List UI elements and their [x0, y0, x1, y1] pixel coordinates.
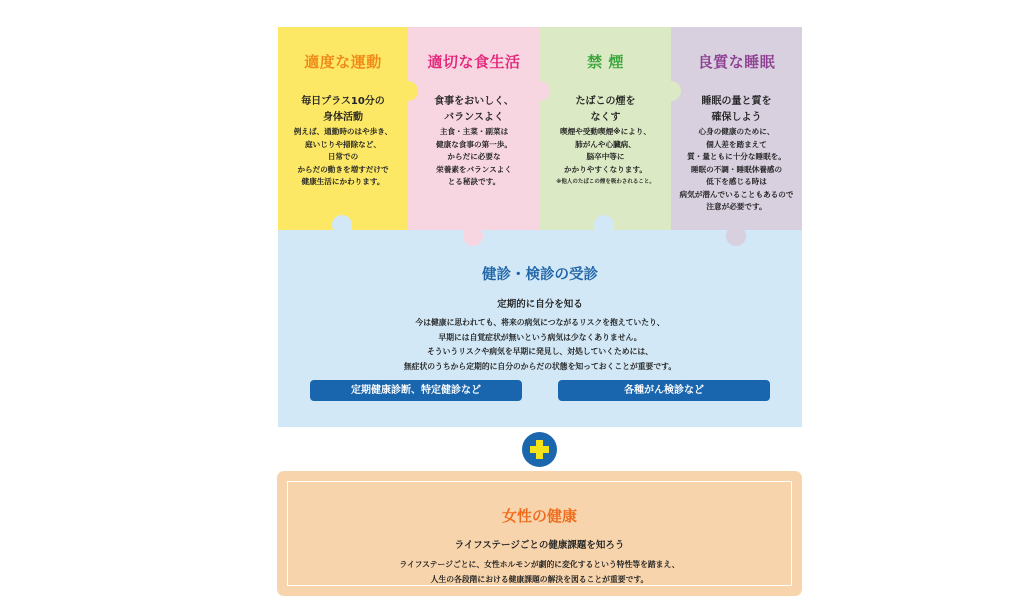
tile-diet-body: 主食・主菜・副菜は 健康な食事の第一歩。 からだに必要な 栄養素をバランスよく とる秘訣です。 — [436, 127, 512, 186]
tile-exercise-title: 適度な運動 — [304, 53, 382, 71]
women-health-panel — [277, 471, 802, 596]
tile-sleep-title: 良質な睡眠 — [697, 53, 776, 71]
cancer-screening-button[interactable]: 各種がん検診など — [558, 380, 770, 401]
women-health-frame — [287, 481, 792, 586]
tile-no-smoking-subtitle: たばこの煙を なくす — [575, 96, 636, 123]
tile-exercise-body: 例えば、通勤時のはや歩き、 庭いじりや掃除など、 日常での からだの動きを増すだけで 健康生活にかわります。 — [293, 127, 393, 186]
tile-exercise-subtitle: 毎日プラス10分の 身体活動 — [301, 96, 385, 123]
checkup-subtitle: 定期的に自分を知る — [497, 299, 583, 310]
women-health-body: ライフステージごとに、女性ホルモンが劇的に変化するという特性等を踏まえ、 人生の各段階における健康課題の解決を図ることが重要です。 — [399, 560, 680, 584]
tile-no-smoking-body: 喫煙や受動喫煙※により、 肺がんや心臓病、 脳卒中等に かかりやすくなります。 — [560, 127, 651, 174]
checkup-title: 健診・検診の受診 — [482, 267, 598, 283]
puzzle-knob — [594, 215, 614, 235]
puzzle-knob — [530, 81, 550, 101]
puzzle-knob — [398, 81, 418, 101]
puzzle-knob — [661, 81, 681, 101]
puzzle-knob — [726, 226, 746, 246]
tile-diet-title: 適切な食生活 — [427, 53, 521, 71]
puzzle-knob — [332, 215, 352, 235]
tile-sleep-body: 心身の健康のために、 個人差を踏まえて 質・量ともに十分な睡眠を。 睡眠の不調・睡眠休養感の 低下を感じる時は 病気が潜んでいることもあるので 注意が必要です。 — [679, 127, 794, 211]
women-health-title: 女性の健康 — [501, 507, 577, 525]
tile-sleep — [671, 27, 802, 230]
regular-checkup-button[interactable]: 定期健康診断、特定健診など — [310, 380, 522, 401]
checkup-body: 今は健康に思われても、将来の病気につながるリスクを抱えていたり、 早期には自覚症状が無いという病気は少なくありません。 そういうリスクや病気を早期に発見し、対処していくためには、 無症状のうちから定期的に自分のからだの状態を知っておくことが重要です。 — [403, 318, 677, 371]
tile-no-smoking — [540, 27, 671, 230]
tile-sleep-subtitle: 睡眠の量と質を 確保しよう — [701, 96, 772, 123]
tile-exercise — [278, 27, 408, 230]
women-health-subtitle: ライフステージごとの健康課題を知ろう — [454, 540, 625, 551]
tile-diet — [408, 27, 540, 230]
tile-diet-subtitle: 食事をおいしく、 バランスよく — [434, 96, 514, 123]
tile-no-smoking-title: 禁 煙 — [587, 53, 624, 71]
plus-icon — [522, 432, 557, 467]
puzzle-knob — [463, 226, 483, 246]
checkup-panel — [278, 230, 802, 427]
tile-no-smoking-note: ※他人のたばこの煙を吸わされること。 — [556, 179, 655, 185]
